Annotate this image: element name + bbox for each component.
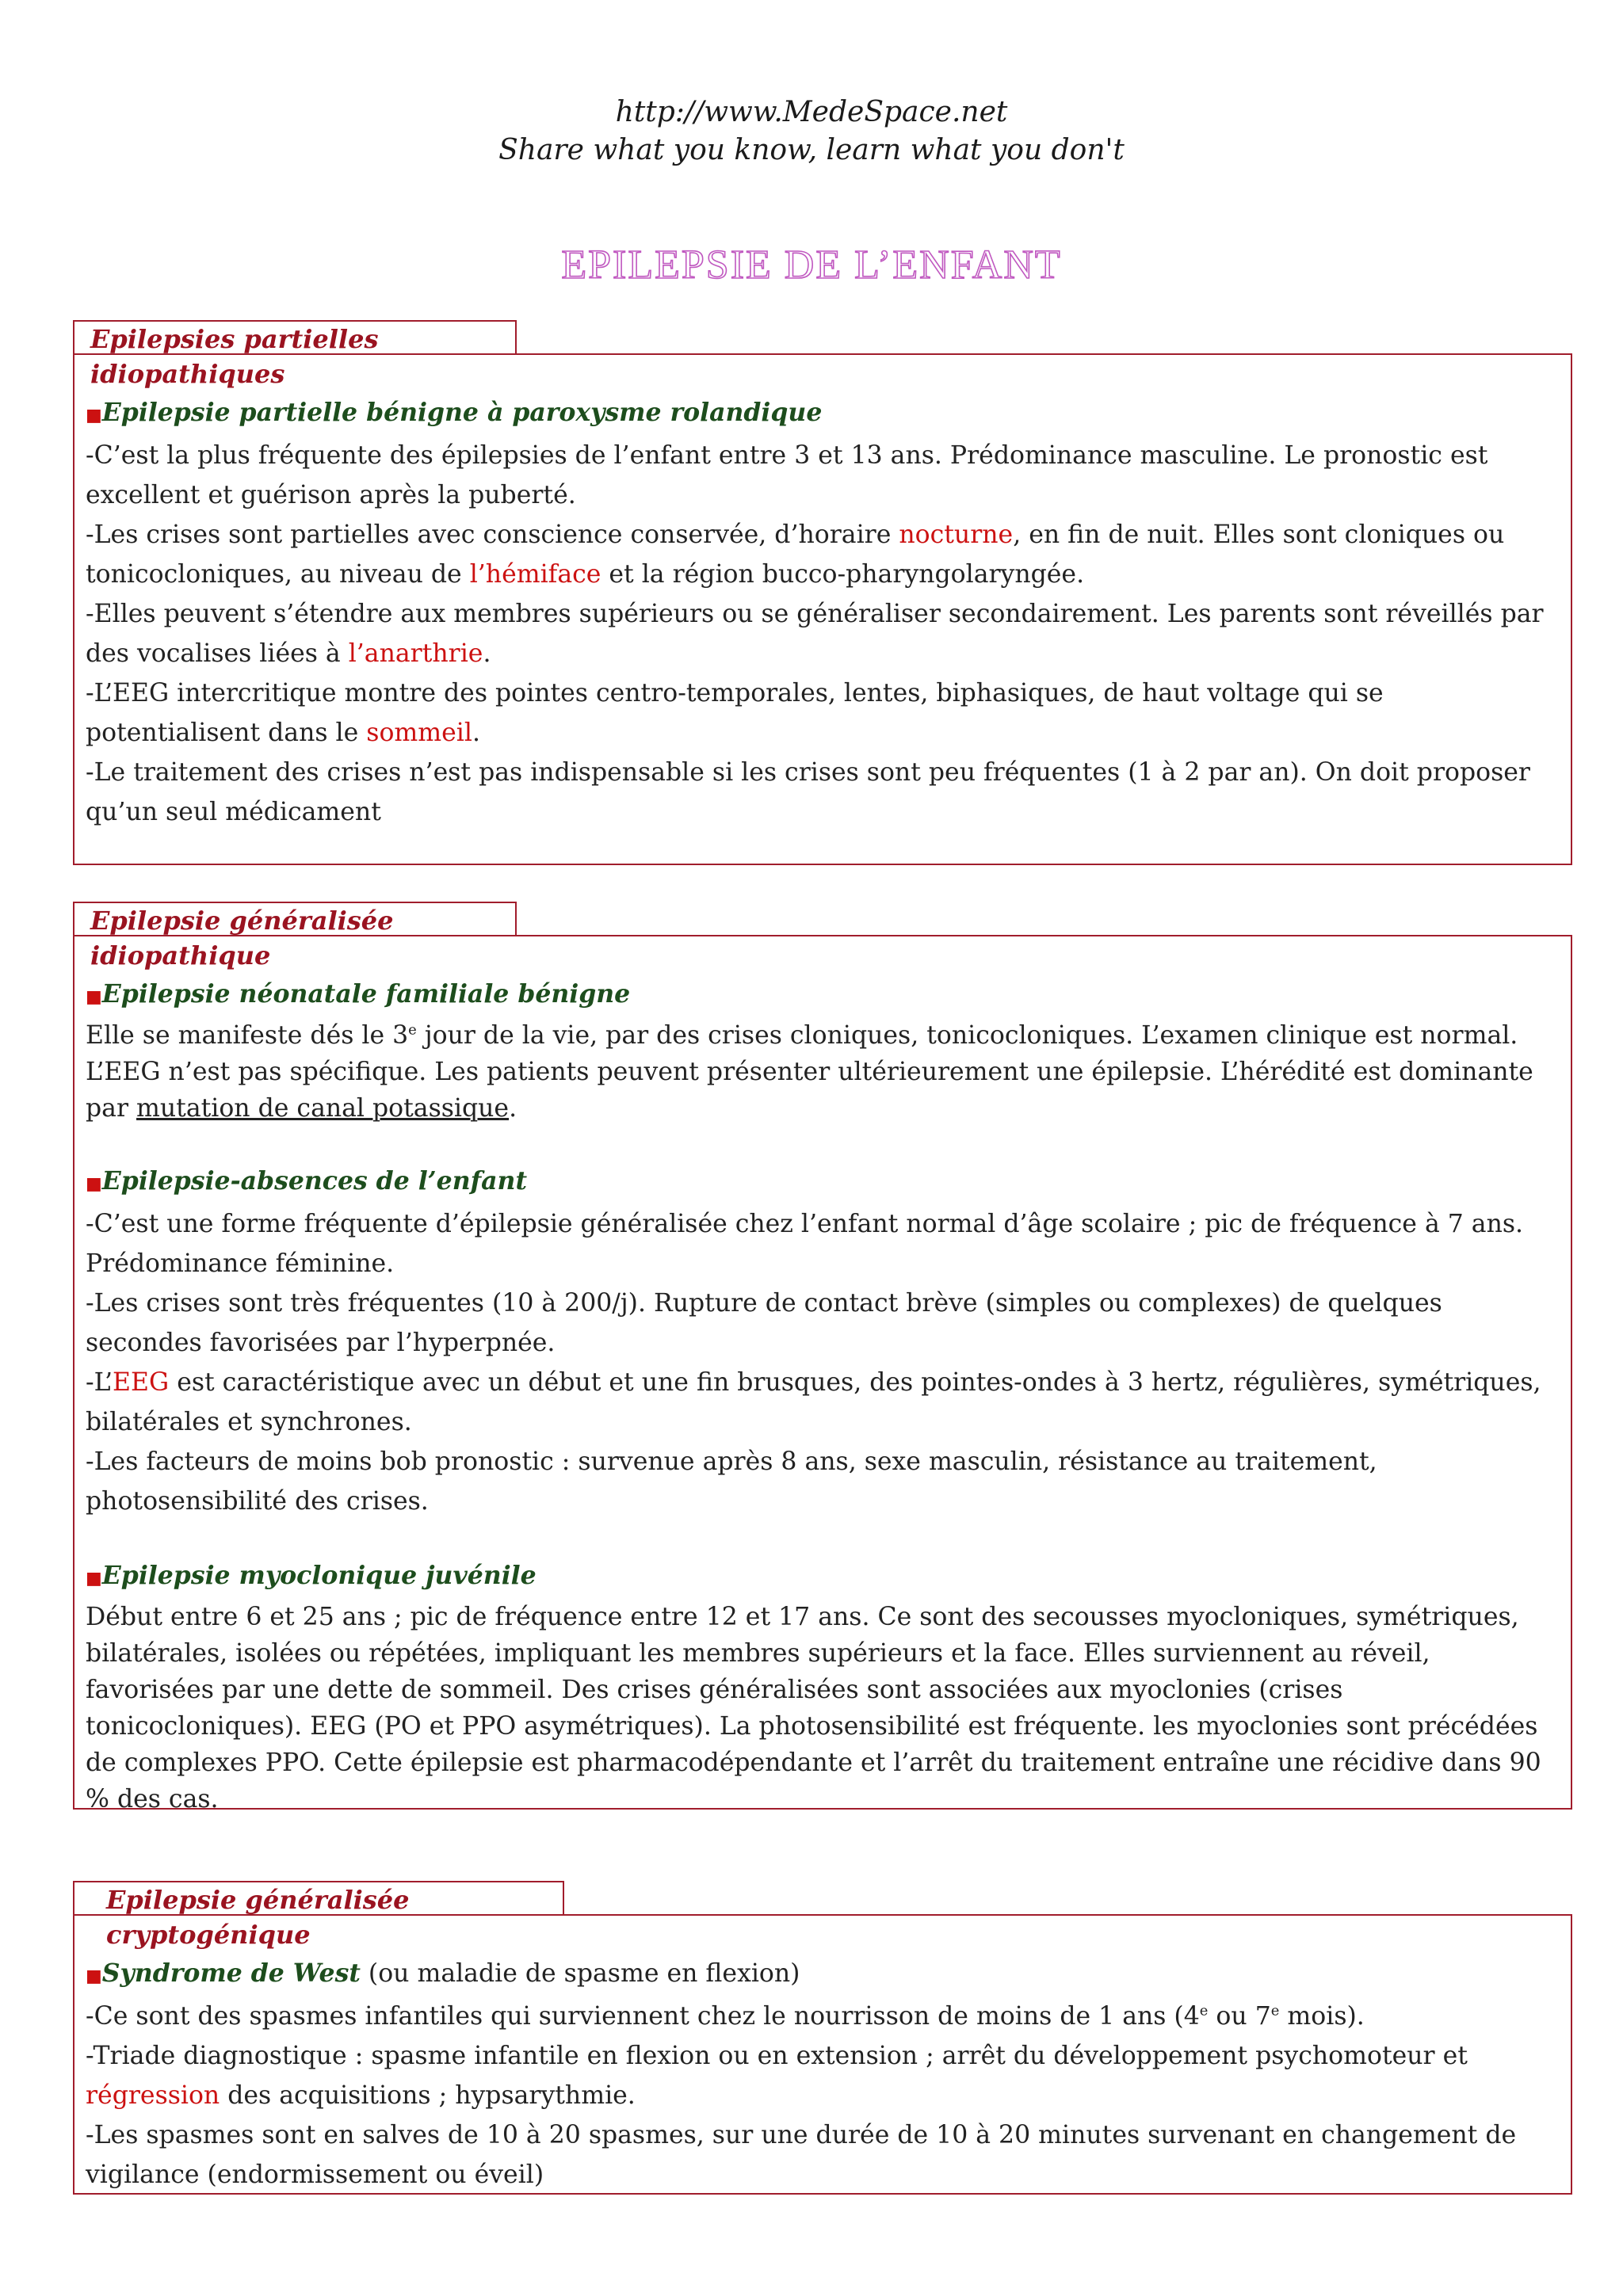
paragraph: Début entre 6 et 25 ans ; pic de fréquence entre 12 et 17 ans. Ce sont des secousses myocloniques, symétriques, bilatérales, isolées ou répétées, impliquant les membres supérieurs et la face. Elles surviennent au réveil, favorisées par une dette de sommeil. Des crises généralisées sont associées aux myoclonies (crises tonicocloniques). EEG (PO et PPO asymétriques). La photosensibilité est fréquente. les myoclonies sont précédées de complexes PPO. Cette épilepsie est pharmacodépendante et l’arrêt du traitement entraîne une récidive dans 90 % des cas. <box>86 1603 1541 1814</box>
section-box-partial <box>73 353 1572 865</box>
header-url[interactable]: http://www.MedeSpace.net <box>615 96 1008 128</box>
section-heading-generalized: Epilepsie généralisée idiopathique <box>73 902 517 936</box>
subsection-title: ■Syndrome de West (ou maladie de spasme en flexion) <box>86 1958 800 1988</box>
paragraph-line: -Le traitement des crises n’est pas indispensable si les crises sont peu fréquentes (1 à 2 par an). On doit proposer qu’un seul médicament <box>86 758 1530 826</box>
paragraph-line: -Les spasmes sont en salves de 10 à 20 spasmes, sur une durée de 10 à 20 minutes survenant en changement de vigilance (endormissement ou éveil) <box>86 2121 1517 2189</box>
paragraph: Elle se manifeste dés le 3e jour de la vie, par des crises cloniques, tonicocloniques. L’examen clinique est normal. L’EEG n’est pas spécifique. Les patients peuvent présenter ultérieurement une épilepsie. L’hérédité est dominante par mutation de canal potassique. <box>86 1021 1533 1123</box>
section-heading-cryptogenic: Epilepsie généralisée cryptogénique <box>73 1881 564 1916</box>
paragraph-line: -L’EEG est caractéristique avec un début et une fin brusques, des pointes-ondes à 3 hertz, régulières, symétriques, bilatérales et synchrones. <box>86 1368 1541 1436</box>
paragraph-line: -Les facteurs de moins bob pronostic : survenue après 8 ans, sexe masculin, résistance au traitement, photosensibilité des crises. <box>86 1447 1377 1516</box>
paragraph-line: -Ce sont des spasmes infantiles qui surviennent chez le nourrisson de moins de 1 ans (4e ou 7e mois). <box>86 2002 1365 2031</box>
paragraph-line: -C’est une forme fréquente d’épilepsie généralisée chez l’enfant normal d’âge scolaire ; pic de fréquence à 7 ans. Prédominance féminine. <box>86 1210 1524 1278</box>
paragraph-line: -L’EEG intercritique montre des pointes centro-temporales, lentes, biphasiques, de haut voltage qui se potentialisent dans le sommeil. <box>86 679 1384 747</box>
bullet-square-icon: ■ <box>86 1966 102 1986</box>
bullet-square-icon: ■ <box>86 1569 102 1589</box>
bullet-square-icon: ■ <box>86 987 102 1007</box>
page-title: EPILEPSIE DE L’ENFANT <box>561 242 1062 288</box>
section-box-generalized <box>73 935 1572 1814</box>
paragraph-line: -C’est la plus fréquente des épilepsies de l’enfant entre 3 et 13 ans. Prédominance masculine. Le pronostic est excellent et guérison après la puberté. <box>86 441 1488 509</box>
subsection-title: ■Epilepsie myoclonique juvénile <box>86 1561 537 1590</box>
section-box-cryptogenic <box>73 1914 1572 2195</box>
paragraph-line: -Les crises sont partielles avec conscience conservée, d’horaire nocturne, en fin de nuit. Elles sont cloniques ou tonicocloniques, au niveau de l’hémiface et la région bucco-pharyngolaryngée. <box>86 521 1505 589</box>
section-heading-partial: Epilepsies partielles idiopathiques <box>73 320 517 355</box>
bullet-square-icon: ■ <box>86 406 102 425</box>
subsection-title: ■Epilepsie néonatale familiale bénigne <box>86 979 631 1009</box>
bullet-square-icon: ■ <box>86 1174 102 1194</box>
subsection-title: ■Epilepsie partielle bénigne à paroxysme rolandique <box>86 398 823 427</box>
page-header <box>0 93 1623 170</box>
subsection-title: ■Epilepsie-absences de l’enfant <box>86 1166 528 1196</box>
header-tagline: Share what you know, learn what you don't <box>498 134 1125 166</box>
paragraph-line: -Les crises sont très fréquentes (10 à 200/j). Rupture de contact brève (simples ou complexes) de quelques secondes favorisées par l’hyperpnée. <box>86 1289 1442 1357</box>
paragraph-line: -Elles peuvent s’étendre aux membres supérieurs ou se généraliser secondairement. Les parents sont réveillés par des vocalises liées à l’anarthrie. <box>86 600 1544 668</box>
paragraph-line: -Triade diagnostique : spasme infantile en flexion ou en extension ; arrêt du développement psychomoteur et régression des acquisitions ; hypsarythmie. <box>86 2042 1468 2110</box>
